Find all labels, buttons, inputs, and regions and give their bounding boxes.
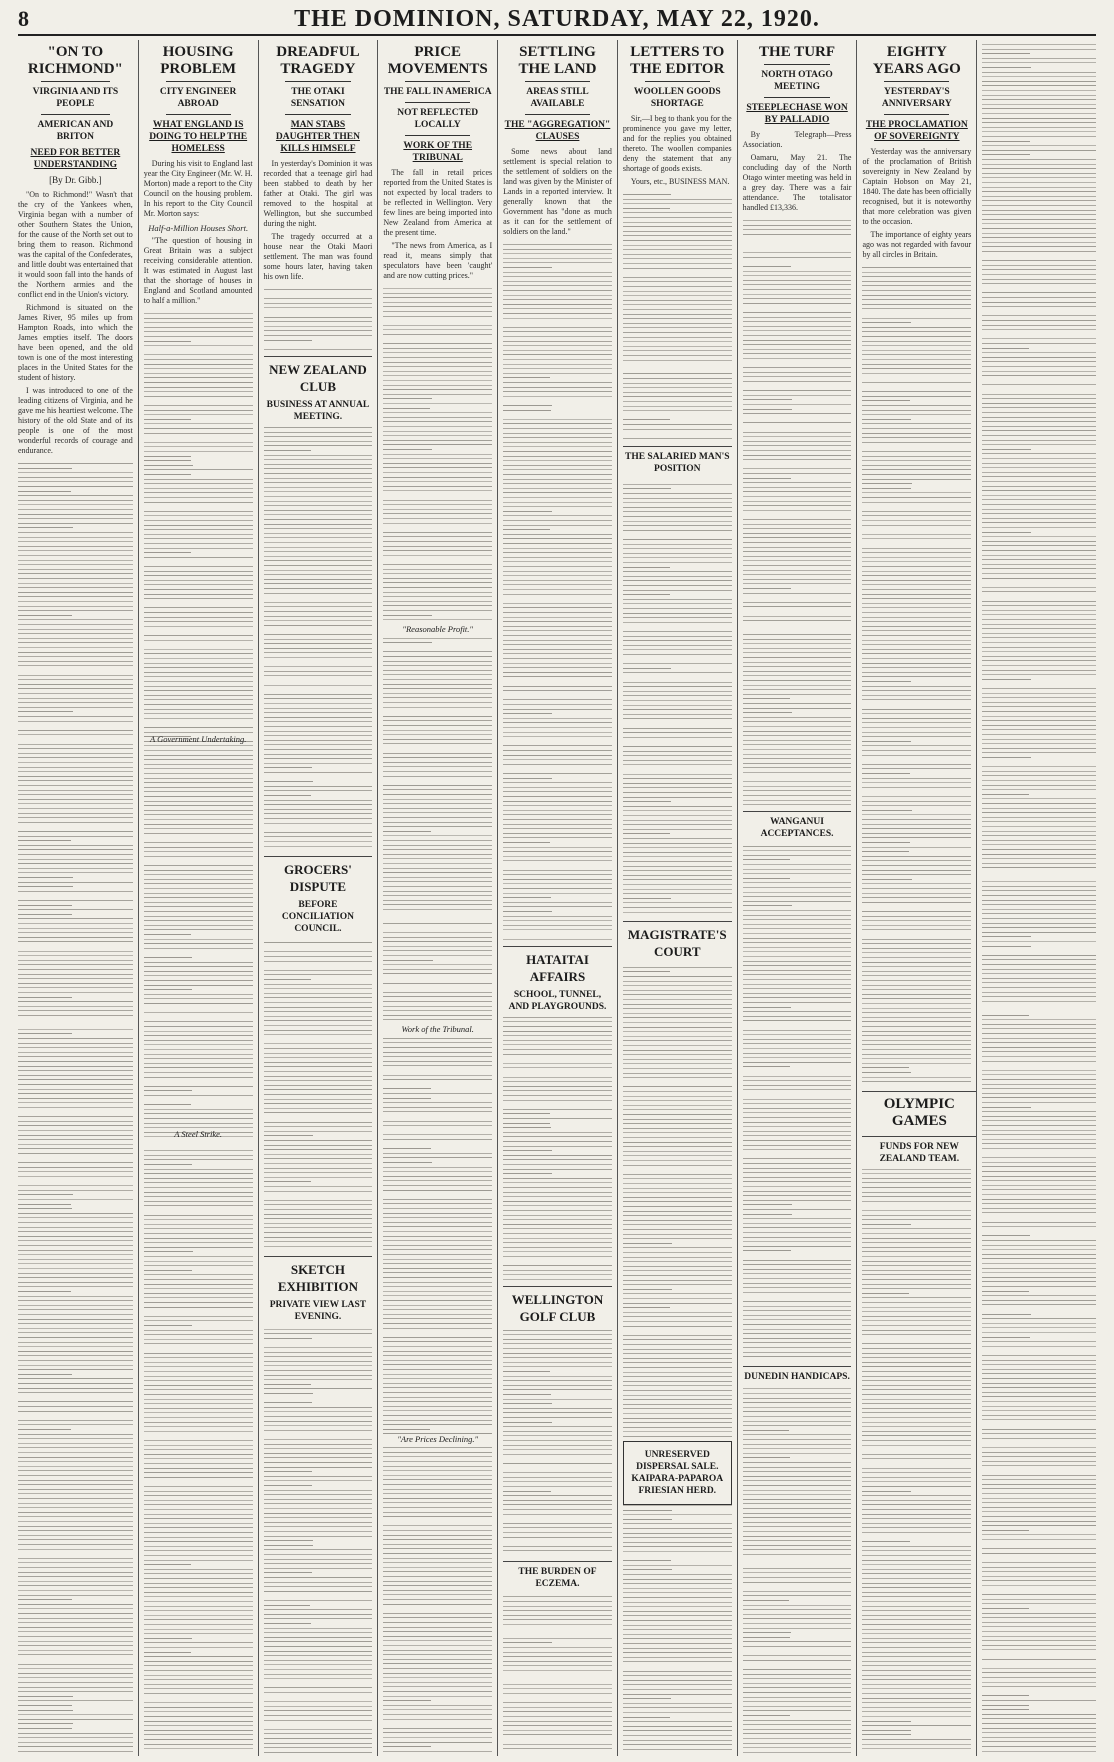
section-golf [503, 1280, 612, 1328]
page-number: 8 [18, 6, 29, 31]
paragraph: "The question of housing in Great Britain was a subject receiving considerable attention. It was estimated in August last that the shortage of houses in England and Scotland amounted to half a million." [143, 236, 253, 305]
article-subheadline: THE "AGGREGATION" CLAUSES [504, 120, 611, 142]
section-subhead: Work of the Tribunal. [383, 1024, 492, 1034]
paragraph: "The news from America, as I read it, means simply that speculators have been 'caught' and are now cutting prices." [383, 241, 493, 280]
column-richmond [18, 40, 138, 1756]
section-salaried [623, 440, 732, 479]
article-headline: "ON TO RICHMOND" [27, 44, 123, 77]
article-subheadline: NEED FOR BETTER UNDERSTANDING [30, 148, 121, 170]
article-headline: HOUSING PROBLEM [160, 44, 237, 77]
column-letters [617, 40, 737, 1756]
column-tragedy [258, 40, 378, 1756]
article-headline: MAGISTRATE'S COURT [627, 927, 727, 959]
article-headline: NEW ZEALAND CLUB [269, 362, 367, 394]
article-subheadline: SCHOOL, TUNNEL, AND PLAYGROUNDS. [508, 990, 607, 1012]
article-subheadline: NORTH OTAGO MEETING [761, 70, 833, 92]
article-headline: SETTLING THE LAND [518, 44, 597, 77]
article-subheadline: YESTERDAY'S ANNIVERSARY [881, 87, 952, 109]
advert-title: UNRESERVED DISPERSAL SALE. KAIPARA-PAPAROA FRIESIAN HERD. [631, 1450, 724, 1496]
article-headline: PRICE MOVEMENTS [387, 44, 488, 77]
article-subheadline: THE PROCLAMATION OF SOVEREIGNTY [865, 120, 968, 142]
article-headline: HATAITAI AFFAIRS [526, 952, 589, 984]
paragraph: Yours, etc., BUSINESS MAN. [630, 177, 730, 186]
article-headline: WELLINGTON GOLF CLUB [511, 1292, 604, 1324]
section-olympic [862, 1085, 976, 1169]
column-turf [737, 40, 857, 1756]
section-wanganui [743, 805, 852, 844]
paragraph: In yesterday's Dominion it was recorded that a teenage girl had been stabbed to death by her father at Otaki. The girl was removed to the hospital at Wellington, but she succumbed during the night. [263, 159, 373, 228]
column-land [497, 40, 617, 1756]
article-subheadline: PRIVATE VIEW LAST EVENING. [269, 1300, 367, 1322]
article-subheadline: WANGANUI ACCEPTANCES. [760, 817, 834, 839]
paragraph: By Telegraph—Press Association. [742, 130, 852, 149]
article-subheadline: MAN STABS DAUGHTER THEN KILLS HIMSELF [275, 120, 360, 154]
article-headline: THE TURF [759, 44, 836, 60]
paragraph: Yesterday was the anniversary of the proclamation of British sovereignty in New Zealand by Captain Hobson on May 21, 1840. The date has been officially recognised, but it is noteworthy that more celebration was given to the occasion. [862, 147, 972, 226]
advertisement [623, 1441, 732, 1505]
article-subheadline: AMERICAN AND BRITON [37, 120, 114, 142]
paragraph: Some news about land settlement is special relation to the settlement of soldiers on the land was given by the Minister of Lands in a reported interview. It generally known that the Government has "done as much as it can for the settlement of soldiers on the land." [503, 147, 612, 236]
section-grocers-dispute [264, 850, 373, 939]
article-body [623, 114, 732, 190]
news-columns [18, 40, 1096, 1756]
article-subheadline: THE FALL IN AMERICA [383, 87, 492, 97]
article-byline: [By Dr. Gibb.] [49, 175, 102, 185]
article-headline: OLYMPIC GAMES [883, 1096, 955, 1129]
paragraph: Oamaru, May 21. The concluding day of the North Otago winter meeting was held in a grey day. There was a fair attendance. The totalisator handled £13,336. [742, 153, 852, 212]
article-subheadline: THE BURDEN OF ECZEMA. [518, 1567, 597, 1589]
article-body [144, 159, 253, 309]
section-subhead: "Reasonable Profit." [383, 624, 492, 634]
column-continuation [976, 40, 1096, 1756]
section-new-zealand-club [264, 350, 373, 427]
article-body [18, 190, 133, 459]
article-subheadline: STEEPLECHASE WON BY PALLADIO [746, 103, 848, 125]
article-body [743, 130, 852, 216]
article-subheadline: BUSINESS AT ANNUAL MEETING. [266, 400, 370, 422]
paragraph: I was introduced to one of the leading citizens of Virginia, and he gave me his heartiest welcome. The history of the old State and of its people is one of the most wonderful records of courage and endurance. [18, 386, 133, 455]
article-subheadline: WORK OF THE TRIBUNAL [403, 141, 473, 163]
article-subheadline: FUNDS FOR NEW ZEALAND TEAM. [879, 1142, 960, 1164]
article-subheadline: VIRGINIA AND ITS PEOPLE [32, 87, 119, 109]
paragraph: "On to Richmond!" Wasn't that the cry of the Yankees when, Virginia began with a number of other Southern States the Union, for the cause of the North set out to bring them to reason. Richmond was the capital of the Confederates, and little doubt was entertained that it would soon fall into the hands of the Northern armies and the conflict end in the Union's victory. [18, 190, 133, 299]
section-subhead: Half-a-Million Houses Short. [148, 223, 249, 233]
article-headline: LETTERS TO THE EDITOR [630, 44, 725, 77]
article-subheadline: BEFORE CONCILIATION COUNCIL. [281, 900, 354, 934]
paragraph: Richmond is situated on the James River, 95 miles up from Hampton Roads, into which the James empties itself. The doors have been opened, and the old town is one of the most interesting places in the United States for the student of history. [18, 303, 133, 382]
article-subheadline: DUNEDIN HANDICAPS. [744, 1372, 850, 1382]
paragraph: The tragedy occurred at a house near the Otaki Maori settlement. The man was found some hours later, having taken his own life. [263, 232, 373, 281]
paragraph: Sir,—I beg to thank you for the prominence you gave my letter, and for the replies you obtained thereto. The woollen companies deny the statement that any shortage of goods exists. [622, 114, 732, 173]
article-body [264, 159, 373, 285]
section-dunedin [743, 1360, 852, 1387]
article-subheadline: NOT REFLECTED LOCALLY [397, 108, 479, 130]
article-body [862, 147, 971, 263]
section-subhead: A Steel Strike. [174, 1129, 223, 1139]
article-headline: EIGHTY YEARS AGO [872, 44, 961, 77]
article-subheadline: CITY ENGINEER ABROAD [159, 87, 237, 109]
column-housing [138, 40, 258, 1756]
article-subheadline: THE OTAKI SENSATION [290, 87, 346, 109]
section-subhead: "Are Prices Declining." [383, 1434, 492, 1444]
newspaper-title: THE DOMINION, SATURDAY, MAY 22, 1920. [294, 6, 820, 32]
article-subheadline: WOOLLEN GOODS SHORTAGE [633, 87, 721, 109]
column-prices [377, 40, 497, 1756]
section-eczema [503, 1555, 612, 1594]
section-magistrate [623, 915, 732, 963]
article-subheadline: THE SALARIED MAN'S POSITION [625, 452, 730, 474]
column-eighty-years [856, 40, 976, 1756]
article-subheadline: WHAT ENGLAND IS DOING TO HELP THE HOMELESS [149, 120, 248, 154]
masthead [18, 4, 1096, 36]
article-headline: SKETCH EXHIBITION [277, 1262, 359, 1294]
section-sketch-exhibition [264, 1250, 373, 1327]
article-subheadline: AREAS STILL AVAILABLE [526, 87, 589, 109]
article-headline: DREADFUL TRAGEDY [276, 44, 360, 77]
paragraph: The fall in retail prices reported from the United States is not expected by local traders to be reflected in Wellington. Very few lines are being imported into New Zealand from America at the present time. [383, 168, 493, 237]
section-subhead: A Government Undertaking. [149, 734, 247, 744]
article-body [503, 147, 612, 240]
article-body [383, 168, 492, 284]
section-hataitai [503, 940, 612, 1017]
paragraph: During his visit to England last year the City Engineer (Mr. W. H. Morton) made a report to the City Council on the housing problem. In his report to the City Council Mr. Morton says: [143, 159, 253, 218]
article-headline: GROCERS' DISPUTE [283, 862, 352, 894]
paragraph: The importance of eighty years ago was not regarded with favour by all circles in Britain. [862, 230, 972, 259]
